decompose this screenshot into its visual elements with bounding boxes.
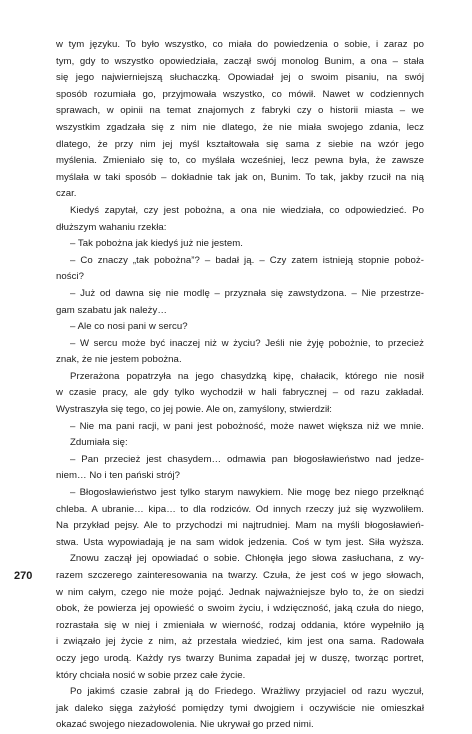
text-line: oczy jego urodą. Każdy rys twarzy Bunima zapadał jej w duszę, tworząc portret, [56,652,424,664]
text-line: jak daleko sięga zażyłość pomiędzy tymi dwojgiem i oczywiście nie omieszkał [56,702,424,714]
text-line: myślała w taki sposób – dokładnie tak jak on, Bunim. To tak, jakby rzucił na nią [56,171,424,183]
text-line: obok, że powierza jej opowieść o swoim życiu, i wdzięczność, jaką czuła do niego, [56,603,424,615]
text-line: – Błogosławieństwo jest tylko starym nawykiem. Nie mogę bez niego przełknąć [70,487,424,499]
text-line: znak, że nie jestem pobożna. [56,354,182,366]
text-line: sprawach, w opinii na temat znajomych z fabryki czy o historii miasta – we [56,105,424,117]
text-line: w czasie pracy, ale gdy tylko wychodził w hali fabrycznej – od razu zakładał. [56,387,424,399]
text-line: – Ale co nosi pani w sercu? [70,321,188,333]
text-line: razem szczerego zainteresowania na twarzy. Czuła, że jest coś w jego słowach, [56,570,424,581]
text-line: – Pan przecież jest chasydem… odmawia pan błogosławieństwo nad jedze- [70,453,424,465]
text-line: wszystkim zgadzała się z nim nie dlatego, że nie miała swojego zdania, lecz [56,121,424,133]
text-line: Kiedyś zapytał, czy jest pobożna, a ona nie wiedziała, co odpowiedzieć. Po [70,204,424,216]
text-line: Zdumiała się: [70,437,128,449]
text-line: dłuższym wahaniu rzekła: [56,221,167,233]
text-line: okazać swojego niezadowolenia. Nie ukrywał go przed nimi. [56,719,314,731]
text-line: stwa. Usta wypowiadają je na sam widok jedzenia. Coś w tym jest. Siła wyższa. [56,536,424,548]
text-line: sposób rozumiała go, przyjmowała wszystko, co mówił. Nawet w codziennych [56,88,424,100]
text-line: – Nie ma pani racji, w pani jest pobożność, może nawet większa niż we mnie. [70,420,424,432]
text-line: myślenia. Zmieniało się to, co myślała wcześniej, lecz pewna była, że zawsze [56,155,424,167]
text-line: – Co znaczy „tak pobożna”? – badał ją. – Czy zatem istnieją stopnie poboż- [70,254,424,266]
text-line: rozrastała się w niej i zmieniała w wierność, rodzaj oddania, które wypełniło ją [56,619,424,631]
text-line: który chciała nosić w sobie przez całe życie. [56,669,246,681]
text-line: Wystraszyła się tego, co jej powie. Ale on, zamyślony, stwierdził: [56,404,333,416]
text-line: w tym języku. To było wszystko, co miała do powiedzenia o sobie, i zaraz po [56,39,424,50]
body-text [56,37,424,734]
text-line: Na przykład pejsy. Ale to przychodzi mi najtrudniej. Mam na myśli błogosławień- [56,520,424,532]
text-line: chleba. A ubranie… kipa… to dla rodziców. Od innych rzeczy już się wyzwoliłem. [56,503,424,515]
text-line: niem… No i ten pański strój? [56,470,181,482]
text-line: tym, gdy to wszystko opowiedziała, zaczął swój monolog Bunim, a ona – stała [56,55,424,67]
page-number: 270 [14,570,33,582]
text-line: czar. [56,188,77,200]
text-line: ności? [56,271,85,283]
text-line: Przerażona popatrzyła na jego chasydzką kipę, chałacik, którego nie nosił [70,370,424,382]
text-line: dlatego, że przy nim jej myśl kształtowała się sama z siebie na wzór jego [56,138,424,150]
text-line: – Już od dawna się nie modlę – przyznała się zawstydzona. – Nie przestrze- [70,287,424,299]
text-line: Po jakimś czasie zabrał ją do Friedego. Wrażliwy przyjaciel od razu wyczuł, [70,686,424,698]
text-line: – W sercu może być inaczej niż w życiu? Jeśli nie żyję pobożnie, to przecież [70,337,424,349]
text-line: gam szabatu jak należy… [56,304,168,316]
text-line: – Tak pobożna jak kiedyś już nie jestem. [70,238,244,250]
text-line: w nim całym, czego nie może pojąć. Jednak najważniejsze było to, że on siedzi [56,586,424,598]
text-line: Znowu zaczął jej opowiadać o sobie. Chłonęła jego słowa zasłuchana, z wy- [70,553,424,565]
text-line: się jego najwierniejszą słuchaczką. Opowiadał jej o swoim pisaniu, na swój [56,72,424,84]
text-line: i związało jej życie z nim, aż przestała wiedzieć, kim jest ona sama. Radowała [56,636,424,648]
